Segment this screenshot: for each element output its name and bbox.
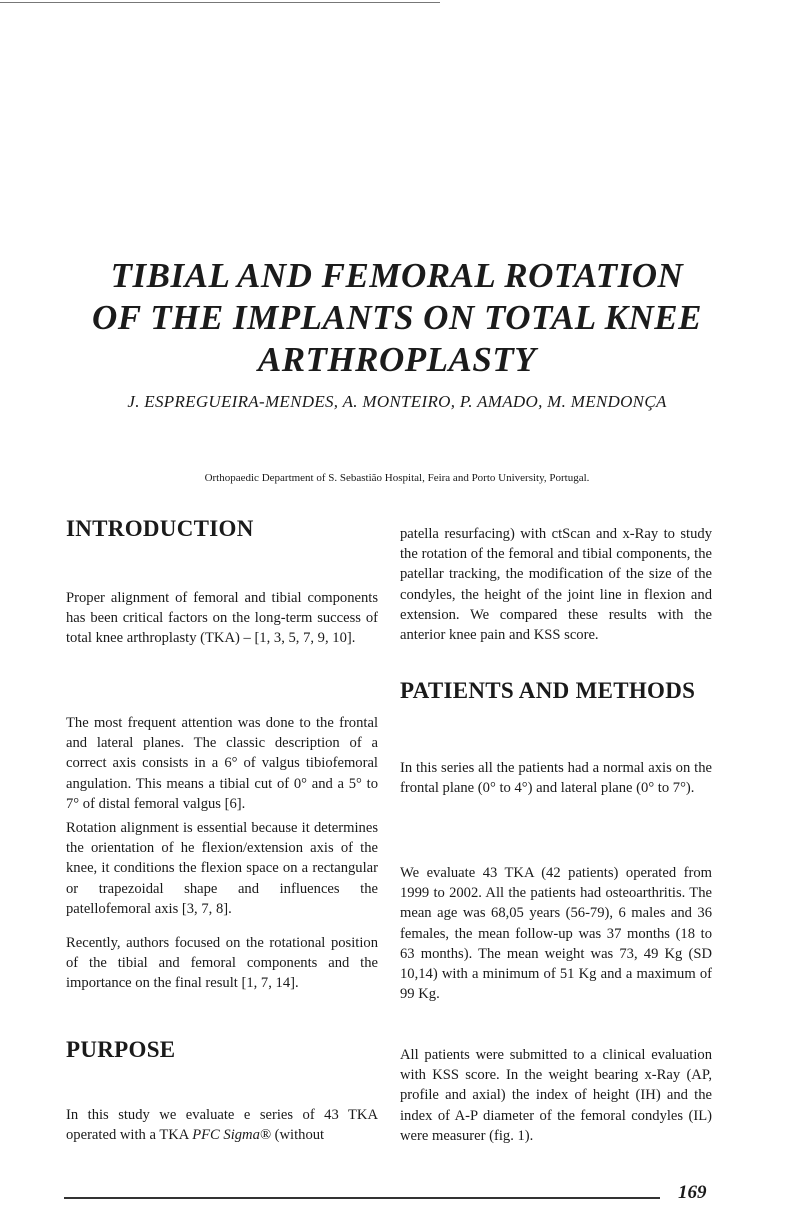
purpose-text-start: In this study we evaluate e series of 43 TKA operated with a TKA: [66, 1107, 378, 1144]
purpose-product-name: PFC Sigma®: [192, 1127, 271, 1144]
title-line-2: OF THE IMPLANTS ON TOTAL KNEE: [92, 298, 702, 337]
methods-paragraph-2: We evaluate 43 TKA (42 patients) operated from 1999 to 2002. All the patients had osteoarthritis. The mean age was 68,05 years (56-79), 6 males and 36 females, the mean follow-up was 37 months (18 to 63 months). The mean weight was 73, 49 Kg (SD 10,14) with a minimum of 51 Kg and a maximum of 99 Kg.: [400, 865, 712, 1003]
intro-paragraph-2: The most frequent attention was done to the frontal and lateral planes. The classic description of a correct axis consists in a 6° of valgus tibiofemoral angulation. This means a tibial cut of 0° and a 5° to 7° of distal femoral valgus [6].: [66, 715, 378, 812]
introduction-heading: INTRODUCTION: [66, 516, 254, 541]
authors: J. ESPREGUEIRA-MENDES, A. MONTEIRO, P. AMADO, M. MENDONÇA: [127, 392, 667, 411]
page-number: 169: [678, 1182, 707, 1203]
intro-paragraph-3: Rotation alignment is essential because it determines the orientation of he flexion/extension axis of the knee, it conditions the flexion space on a rectangular or trapezoidal shape and influences the patellofemoral axis [3, 7, 8].: [66, 820, 378, 917]
title-line-1: TIBIAL AND FEMORAL ROTATION: [110, 256, 684, 295]
footer-rule: [64, 1197, 660, 1199]
title-line-3: ARTHROPLASTY: [257, 340, 537, 379]
intro-paragraph-4: Recently, authors focused on the rotational position of the tibial and femoral components and the importance on the final result [1, 7, 14].: [66, 935, 378, 992]
intro-paragraph-1: Proper alignment of femoral and tibial components has been critical factors on the long-term success of total knee arthroplasty (TKA) – [1, 3, 5, 7, 9, 10].: [66, 590, 378, 647]
purpose-paragraph-continued: patella resurfacing) with ctScan and x-Ray to study the rotation of the femoral and tibial components, the patellar tracking, the modification of the size of the condyles, the height of the joint line in flexion and extension. We compared these results with the anterior knee pain and KSS score.: [400, 526, 712, 644]
affiliation: Orthopaedic Department of S. Sebastião Hospital, Feira and Porto University, Portugal.: [204, 472, 590, 484]
top-rule: [0, 2, 440, 3]
purpose-paragraph: [66, 1105, 378, 1145]
methods-paragraph-3: All patients were submitted to a clinical evaluation with KSS score. In the weight bearing x-Ray (AP, profile and axial) the index of height (IH) and the index of A-P diameter of the femoral condyles (IL) were measurer (fig. 1).: [400, 1047, 712, 1144]
purpose-heading: PURPOSE: [66, 1037, 176, 1062]
patients-methods-heading: PATIENTS AND METHODS: [400, 678, 696, 703]
purpose-text-end: (without: [270, 1127, 325, 1144]
methods-paragraph-1: In this series all the patients had a normal axis on the frontal plane (0° to 4°) and lateral plane (0° to 7°).: [400, 760, 712, 797]
paper-title: [40, 255, 754, 381]
